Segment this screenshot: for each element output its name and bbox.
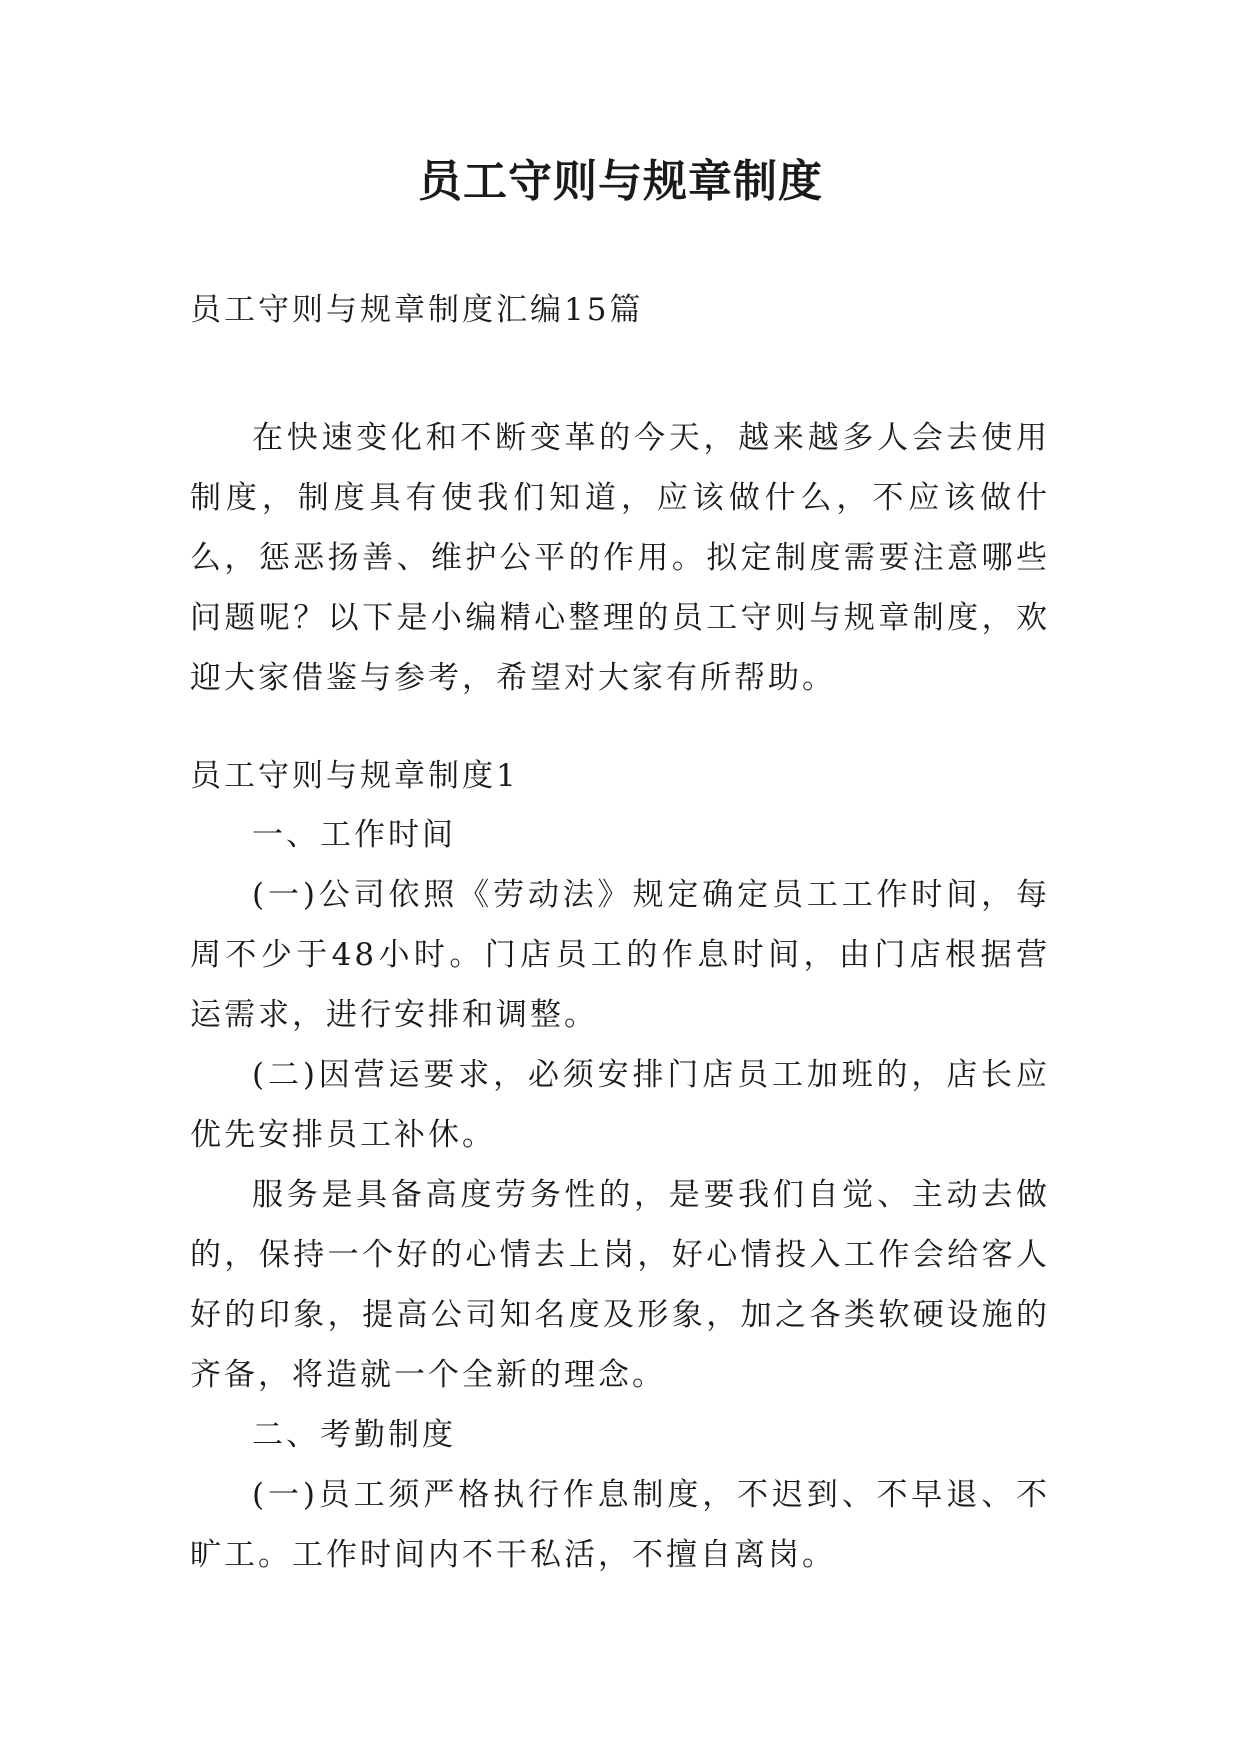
paragraph-service: 服务是具备高度劳务性的，是要我们自觉、主动去做的，保持一个好的心情去上岗，好心情投入工作会给客人好的印象，提高公司知名度及形象，加之各类软硬设施的齐备，将造就一个全新的理念。: [190, 1177, 1050, 1393]
heading-work-hours: 一、工作时间: [252, 817, 456, 853]
heading-attendance: 二、考勤制度: [252, 1417, 456, 1453]
paragraph-attendance-1: (一)员工须严格执行作息制度，不迟到、不早退、不旷工。工作时间内不干私活，不擅自离岗。: [190, 1477, 1050, 1573]
document-subtitle: 员工守则与规章制度汇编15篇: [190, 292, 644, 328]
paragraph-work-hours-2: (二)因营运要求，必须安排门店员工加班的，店长应优先安排员工补休。: [190, 1057, 1050, 1153]
section-content: [190, 805, 1050, 1585]
document-title: 员工守则与规章制度: [418, 156, 823, 207]
intro-paragraph: 在快速变化和不断变革的今天，越来越多人会去使用制度，制度具有使我们知道，应该做什么，不应该做什么，惩恶扬善、维护公平的作用。拟定制度需要注意哪些问题呢？以下是小编精心整理的员工守则与规章制度，欢迎大家借鉴与参考，希望对大家有所帮助。: [190, 420, 1050, 696]
section-title: 员工守则与规章制度1: [190, 758, 519, 794]
paragraph-work-hours-1: (一)公司依照《劳动法》规定确定员工工作时间，每周不少于48小时。门店员工的作息时间，由门店根据营运需求，进行安排和调整。: [190, 877, 1050, 1033]
